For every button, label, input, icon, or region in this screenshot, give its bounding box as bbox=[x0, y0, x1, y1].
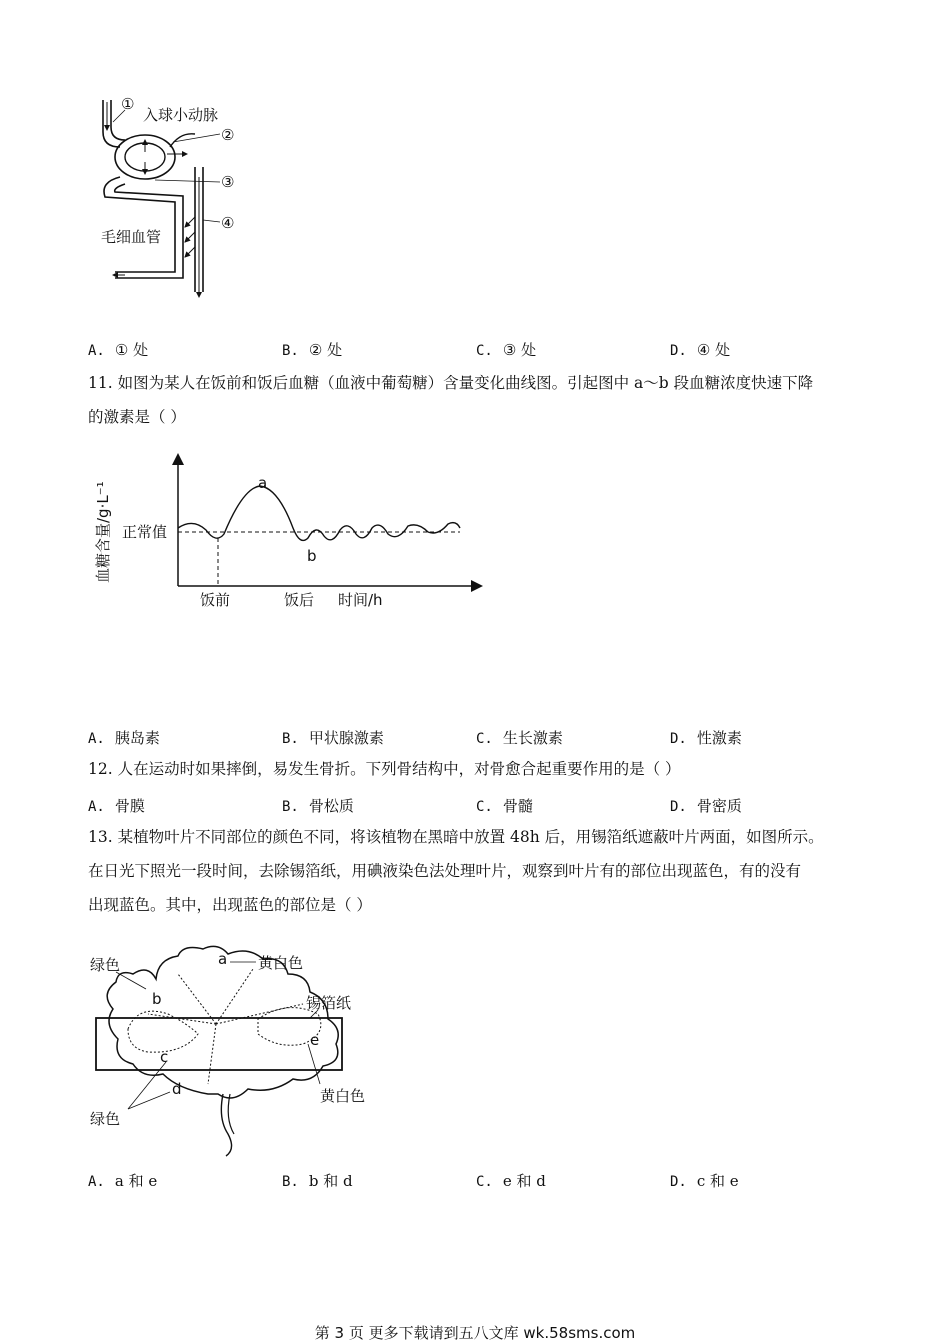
option-letter: C. bbox=[476, 731, 493, 747]
q11-options bbox=[88, 727, 868, 749]
label-afferent-arteriole: 入球小动脉 bbox=[143, 106, 219, 124]
q13-line1 bbox=[88, 820, 878, 854]
option-letter: B. bbox=[282, 1174, 299, 1190]
option-letter: D. bbox=[670, 799, 687, 815]
option-text: b 和 d bbox=[308, 1172, 353, 1190]
q11-option-a[interactable] bbox=[88, 727, 160, 748]
q13-option-b[interactable] bbox=[282, 1170, 353, 1191]
option-text: 生长激素 bbox=[502, 729, 563, 747]
option-letter: B. bbox=[282, 343, 299, 359]
q13-option-d[interactable] bbox=[670, 1170, 739, 1191]
option-text: a 和 e bbox=[114, 1172, 158, 1190]
q10-options bbox=[88, 339, 868, 361]
q12-option-b[interactable] bbox=[282, 795, 354, 816]
label-b: b bbox=[152, 990, 162, 1008]
chart-ylabel: 血糖含量/g·L⁻¹ bbox=[94, 481, 112, 583]
label-green-bottom: 绿色 bbox=[90, 1110, 121, 1128]
option-letter: D. bbox=[670, 731, 687, 747]
option-text: 骨松质 bbox=[308, 797, 354, 815]
nephron-figure bbox=[95, 92, 275, 302]
option-letter: C. bbox=[476, 343, 493, 359]
chart-xlabel-before: 饭前 bbox=[200, 591, 231, 609]
q10-option-b[interactable] bbox=[282, 339, 342, 360]
label-4: ④ bbox=[221, 214, 235, 232]
q13-number: 13. bbox=[88, 828, 113, 846]
q13-line3: 出现蓝色。其中，出现蓝色的部位是（ ） bbox=[88, 896, 372, 914]
option-text: 骨髓 bbox=[502, 797, 533, 815]
q12-option-c[interactable] bbox=[476, 795, 533, 816]
q11-option-b[interactable] bbox=[282, 727, 384, 748]
q11-option-d[interactable] bbox=[670, 727, 742, 748]
chart-xlabel-time: 时间/h bbox=[338, 591, 383, 609]
label-d: d bbox=[172, 1080, 182, 1098]
q13-line1-text: 某植物叶片不同部位的颜色不同，将该植物在黑暗中放置 48h 后，用锡箔纸遮蔽叶片两面，如图所示。 bbox=[117, 828, 824, 846]
option-letter: B. bbox=[282, 799, 299, 815]
q12-number: 12. bbox=[88, 760, 113, 778]
leaf-figure bbox=[88, 944, 388, 1159]
q12-text: 人在运动时如果摔倒，易发生骨折。下列骨结构中，对骨愈合起重要作用的是（ ） bbox=[117, 760, 681, 778]
q10-option-a[interactable] bbox=[88, 339, 148, 360]
q12-line1 bbox=[88, 752, 878, 786]
label-c: c bbox=[160, 1048, 169, 1066]
q12-options bbox=[88, 795, 868, 817]
option-text: 性激素 bbox=[696, 729, 742, 747]
leaf-outline bbox=[107, 946, 338, 1098]
q12-question bbox=[88, 752, 878, 786]
option-text: ③ 处 bbox=[502, 341, 537, 359]
chart-xlabel-after: 饭后 bbox=[284, 591, 315, 609]
option-text: 甲状腺激素 bbox=[308, 729, 384, 747]
q11-line2: 的激素是（ ） bbox=[88, 408, 186, 426]
label-yellow-white-top: 黄白色 bbox=[258, 954, 304, 972]
page-footer bbox=[0, 1322, 950, 1343]
option-letter: D. bbox=[670, 343, 687, 359]
label-capillary: 毛细血管 bbox=[101, 228, 162, 246]
option-text: ② 处 bbox=[308, 341, 343, 359]
option-letter: A. bbox=[88, 1174, 105, 1190]
label-e: e bbox=[310, 1031, 320, 1049]
q12-option-a[interactable] bbox=[88, 795, 145, 816]
chart-point-b: b bbox=[307, 547, 317, 565]
label-green-top: 绿色 bbox=[90, 956, 121, 974]
option-letter: A. bbox=[88, 731, 105, 747]
label-1: ① bbox=[121, 95, 135, 113]
option-text: ① 处 bbox=[114, 341, 149, 359]
option-letter: C. bbox=[476, 799, 493, 815]
q13-question bbox=[88, 820, 878, 922]
q10-option-d[interactable] bbox=[670, 339, 730, 360]
option-text: c 和 e bbox=[696, 1172, 739, 1190]
blood-glucose-chart bbox=[88, 448, 498, 618]
q11-option-c[interactable] bbox=[476, 727, 563, 748]
option-text: 骨膜 bbox=[114, 797, 145, 815]
option-letter: A. bbox=[88, 799, 105, 815]
q11-number: 11. bbox=[88, 374, 113, 392]
chart-normal-label: 正常值 bbox=[122, 523, 168, 541]
option-text: e 和 d bbox=[502, 1172, 546, 1190]
label-foil: 锡箔纸 bbox=[306, 994, 352, 1012]
footer-promo-link[interactable]: 更多下载请到五八文库 wk.58sms.com bbox=[368, 1324, 636, 1342]
q11-line1-text: 如图为某人在饭前和饭后血糖（血液中葡萄糖）含量变化曲线图。引起图中 a～b 段血糖浓度快速下降 bbox=[117, 374, 814, 392]
chart-point-a: a bbox=[258, 474, 268, 492]
option-text: 骨密质 bbox=[696, 797, 742, 815]
q12-option-d[interactable] bbox=[670, 795, 742, 816]
q10-option-c[interactable] bbox=[476, 339, 536, 360]
option-letter: C. bbox=[476, 1174, 493, 1190]
option-letter: A. bbox=[88, 343, 105, 359]
q11-question bbox=[88, 366, 878, 434]
label-a: a bbox=[218, 950, 228, 968]
label-2: ② bbox=[221, 126, 235, 144]
option-text: ④ 处 bbox=[696, 341, 731, 359]
option-text: 胰岛素 bbox=[114, 729, 160, 747]
option-letter: B. bbox=[282, 731, 299, 747]
label-yellow-white-bottom: 黄白色 bbox=[320, 1087, 366, 1105]
page-number: 第 3 页 bbox=[314, 1324, 364, 1342]
q13-option-a[interactable] bbox=[88, 1170, 157, 1191]
q13-line2: 在日光下照光一段时间，去除锡箔纸，用碘液染色法处理叶片，观察到叶片有的部位出现蓝色，有的没有 bbox=[88, 862, 802, 880]
option-letter: D. bbox=[670, 1174, 687, 1190]
q13-option-c[interactable] bbox=[476, 1170, 546, 1191]
label-3: ③ bbox=[221, 173, 235, 191]
q13-options bbox=[88, 1170, 868, 1192]
q11-line1 bbox=[88, 366, 878, 400]
